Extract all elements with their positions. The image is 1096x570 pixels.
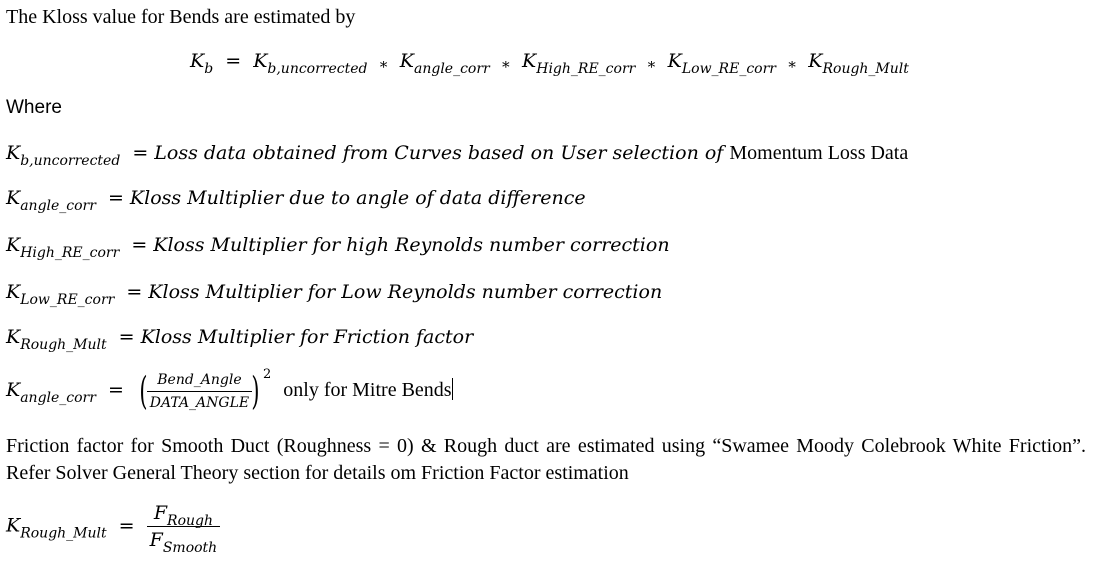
angle-subscript: angle_corr [20,390,96,406]
right-paren-icon: ) [251,369,260,413]
rough-subscript: Rough_Mult [20,525,107,542]
eq-equals: = [225,50,242,72]
def-symbol: K [6,281,21,303]
eq-term-symbol: K [808,50,823,72]
rough-fraction [147,500,221,556]
eq-term-subscript: Rough_Mult [822,61,909,77]
rough-denominator [147,527,221,556]
def-subscript: Low_RE_corr [20,292,115,308]
def-text: Kloss Multiplier due to angle of data difference [129,187,586,209]
def-text: Kloss Multiplier for high Reynolds number correction [153,234,670,256]
eq-operator: ∗ [646,55,657,73]
rough-den-subscript: Smooth [162,540,218,556]
angle-symbol: K [6,379,21,401]
eq-term-symbol: K [253,50,268,72]
definition-row [6,141,909,169]
eq-term-symbol: K [399,50,414,72]
definition-row [6,325,474,353]
rough-num-symbol: F [153,502,168,524]
def-subscript: angle_corr [20,198,96,214]
eq-term-symbol: K [522,50,537,72]
rough-numerator [147,500,221,527]
left-paren-icon: ( [139,369,148,413]
def-tail-text: Momentum Loss Data [729,142,909,164]
def-symbol: K [6,326,21,348]
def-equals: = [118,326,135,348]
angle-equation [6,366,453,414]
eq-term-subscript: Low_RE_corr [681,61,776,77]
def-text: Kloss Multiplier for Low Reynolds number correction [148,281,663,303]
eq-operator: ∗ [378,55,389,73]
text-cursor [452,378,453,400]
eq-term-subscript: b,uncorrected [267,61,368,77]
eq-lhs-subscript: b [204,61,214,77]
def-equals: = [126,281,143,303]
def-subscript: Rough_Mult [20,337,107,353]
angle-fraction [147,369,252,414]
def-subscript: High_RE_corr [20,245,120,261]
def-subscript: b,uncorrected [20,153,121,169]
def-equals: = [131,234,148,256]
intro-text: The Kloss value for Bends are estimated by [6,6,356,28]
rough-equation [6,500,220,556]
eq-operator: ∗ [787,55,798,73]
def-equals: = [132,142,149,164]
eq-term-subscript: High_RE_corr [536,61,636,77]
definition-row [6,280,663,308]
def-symbol: K [6,234,21,256]
eq-lhs-symbol: K [190,50,205,72]
angle-power: 2 [262,367,272,382]
rough-num-subscript: Rough [167,513,213,529]
where-label: Where [6,97,62,118]
eq-operator: ∗ [500,55,511,73]
rough-symbol: K [6,514,21,537]
friction-paragraph: Friction factor for Smooth Duct (Roughness = 0) & Rough duct are estimated using “Swamee Moody Colebrook White Friction”. Refer Solver General Theory section for details om Friction Factor estimation [6,435,1086,484]
angle-denominator: DATA_ANGLE [149,394,250,411]
def-symbol: K [6,187,21,209]
angle-equals: = [108,379,124,401]
angle-numerator: Bend_Angle [147,369,252,392]
def-equals: = [108,187,124,209]
rough-equals: = [118,514,135,537]
definition-row [6,186,586,214]
angle-note: only for Mitre Bends [283,379,452,401]
def-text: Kloss Multiplier for Friction factor [140,326,474,348]
definition-row [6,233,670,261]
eq-term-symbol: K [667,50,682,72]
eq-term-subscript: angle_corr [414,61,490,77]
def-symbol: K [6,142,21,164]
rough-den-symbol: F [149,529,163,551]
def-text: Loss data obtained from Curves based on User selection of [154,142,724,164]
main-equation [190,49,909,76]
